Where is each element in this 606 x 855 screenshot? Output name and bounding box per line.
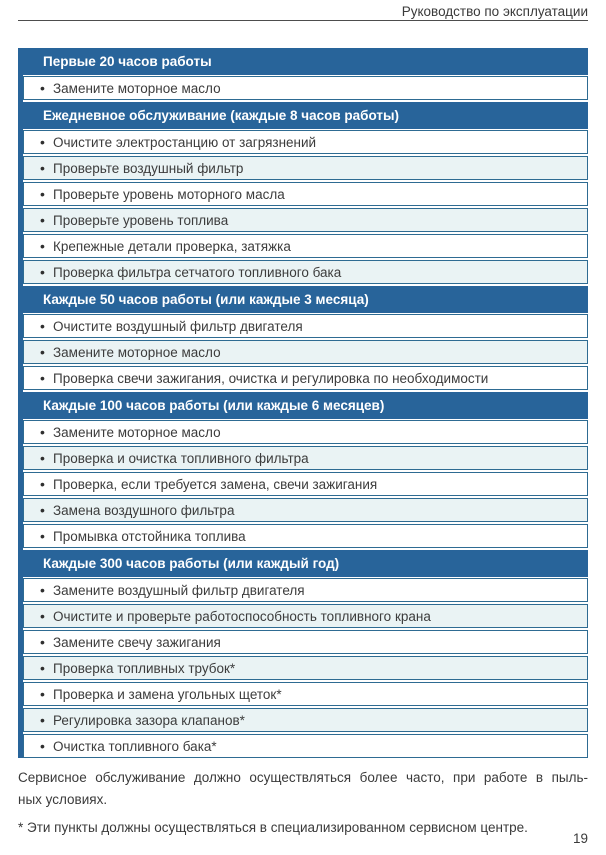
list-item bbox=[23, 524, 588, 548]
list-item bbox=[23, 578, 588, 602]
list-item bbox=[23, 734, 588, 758]
bullet-icon: • bbox=[40, 608, 45, 624]
list-item bbox=[23, 498, 588, 522]
list-item bbox=[23, 130, 588, 154]
list-item-label: Проверьте воздушный фильтр bbox=[53, 160, 244, 176]
list-item bbox=[23, 604, 588, 628]
list-item-label: Проверка фильтра сетчатого топливного бака bbox=[53, 264, 342, 280]
bullet-icon: • bbox=[40, 424, 45, 440]
note-asterisk: * Эти пункты должны осуществляться в специализированном сервисном центре. bbox=[18, 820, 528, 835]
maintenance-table bbox=[18, 48, 588, 758]
bullet-icon: • bbox=[40, 738, 45, 754]
list-item-label: Очистите и проверьте работоспособность топливного крана bbox=[53, 608, 431, 624]
list-item bbox=[23, 446, 588, 470]
list-item bbox=[23, 182, 588, 206]
list-item-label: Проверка топливных трубок* bbox=[53, 660, 236, 676]
list-item-label: Замена воздушного фильтра bbox=[53, 502, 235, 518]
list-item-label: Замените воздушный фильтр двигателя bbox=[53, 582, 305, 598]
bullet-icon: • bbox=[40, 528, 45, 544]
list-item-label: Замените моторное масло bbox=[53, 80, 221, 96]
bullet-icon: • bbox=[40, 582, 45, 598]
page-number: 19 bbox=[572, 831, 588, 846]
section-header-label: Первые 20 часов работы bbox=[43, 54, 212, 69]
list-item bbox=[23, 76, 588, 100]
section-header bbox=[23, 48, 588, 75]
bullet-icon: • bbox=[40, 212, 45, 228]
list-item-label: Очистка топливного бака* bbox=[53, 738, 217, 754]
bullet-icon: • bbox=[40, 318, 45, 334]
list-item bbox=[23, 682, 588, 706]
section-header-label: Каждые 50 часов работы (или каждые 3 месяца) bbox=[43, 292, 369, 307]
list-item bbox=[23, 340, 588, 364]
list-item-label: Проверьте уровень топлива bbox=[53, 212, 229, 228]
section-header-label: Каждые 300 часов работы (или каждый год) bbox=[43, 556, 340, 571]
bullet-icon: • bbox=[40, 134, 45, 150]
bullet-icon: • bbox=[40, 238, 45, 254]
note-dusty-conditions-line1: Сервисное обслуживание должно осуществляться более часто, при работе в пыль- bbox=[18, 770, 588, 785]
list-item-label: Регулировка зазора клапанов* bbox=[53, 712, 245, 728]
section-header-label: Каждые 100 часов работы (или каждые 6 месяцев) bbox=[43, 398, 385, 413]
section-header bbox=[23, 286, 588, 313]
list-item bbox=[23, 656, 588, 680]
note-dusty-conditions-line2: ных условиях. bbox=[18, 791, 108, 807]
list-item bbox=[23, 208, 588, 232]
bullet-icon: • bbox=[40, 186, 45, 202]
list-item bbox=[23, 472, 588, 496]
list-item bbox=[23, 260, 588, 284]
list-item-label: Проверка свечи зажигания, очистка и регулировка по необходимости bbox=[53, 370, 489, 386]
list-item-label: Проверка и очистка топливного фильтра bbox=[53, 450, 309, 466]
section-header bbox=[23, 102, 588, 129]
list-item bbox=[23, 708, 588, 732]
list-item-label: Замените моторное масло bbox=[53, 344, 221, 360]
section-header bbox=[23, 550, 588, 577]
list-item-label: Проверка, если требуется замена, свечи зажигания bbox=[53, 476, 378, 492]
list-item-label: Замените моторное масло bbox=[53, 424, 221, 440]
list-item bbox=[23, 156, 588, 180]
bullet-icon: • bbox=[40, 370, 45, 386]
bullet-icon: • bbox=[40, 686, 45, 702]
list-item bbox=[23, 234, 588, 258]
list-item-label: Замените свечу зажигания bbox=[53, 634, 221, 650]
section-header bbox=[23, 392, 588, 419]
list-item bbox=[23, 314, 588, 338]
bullet-icon: • bbox=[40, 344, 45, 360]
table-accent-bar bbox=[18, 48, 23, 758]
bullet-icon: • bbox=[40, 450, 45, 466]
bullet-icon: • bbox=[40, 660, 45, 676]
list-item bbox=[23, 366, 588, 390]
bullet-icon: • bbox=[40, 160, 45, 176]
page-header bbox=[18, 0, 588, 21]
bullet-icon: • bbox=[40, 264, 45, 280]
bullet-icon: • bbox=[40, 634, 45, 650]
bullet-icon: • bbox=[40, 712, 45, 728]
manual-header-title: Руководство по эксплуатации bbox=[401, 4, 588, 19]
list-item-label: Проверьте уровень моторного масла bbox=[53, 186, 285, 202]
list-item-label: Промывка отстойника топлива bbox=[53, 528, 246, 544]
footnotes bbox=[18, 767, 588, 839]
list-item-label: Очистите воздушный фильтр двигателя bbox=[53, 318, 303, 334]
bullet-icon: • bbox=[40, 476, 45, 492]
list-item-label: Очистите электростанцию от загрязнений bbox=[53, 134, 317, 150]
list-item bbox=[23, 630, 588, 654]
list-item bbox=[23, 420, 588, 444]
bullet-icon: • bbox=[40, 80, 45, 96]
list-item-label: Крепежные детали проверка, затяжка bbox=[53, 238, 291, 254]
section-header-label: Ежедневное обслуживание (каждые 8 часов работы) bbox=[43, 108, 400, 123]
list-item-label: Проверка и замена угольных щеток* bbox=[53, 686, 282, 702]
bullet-icon: • bbox=[40, 502, 45, 518]
